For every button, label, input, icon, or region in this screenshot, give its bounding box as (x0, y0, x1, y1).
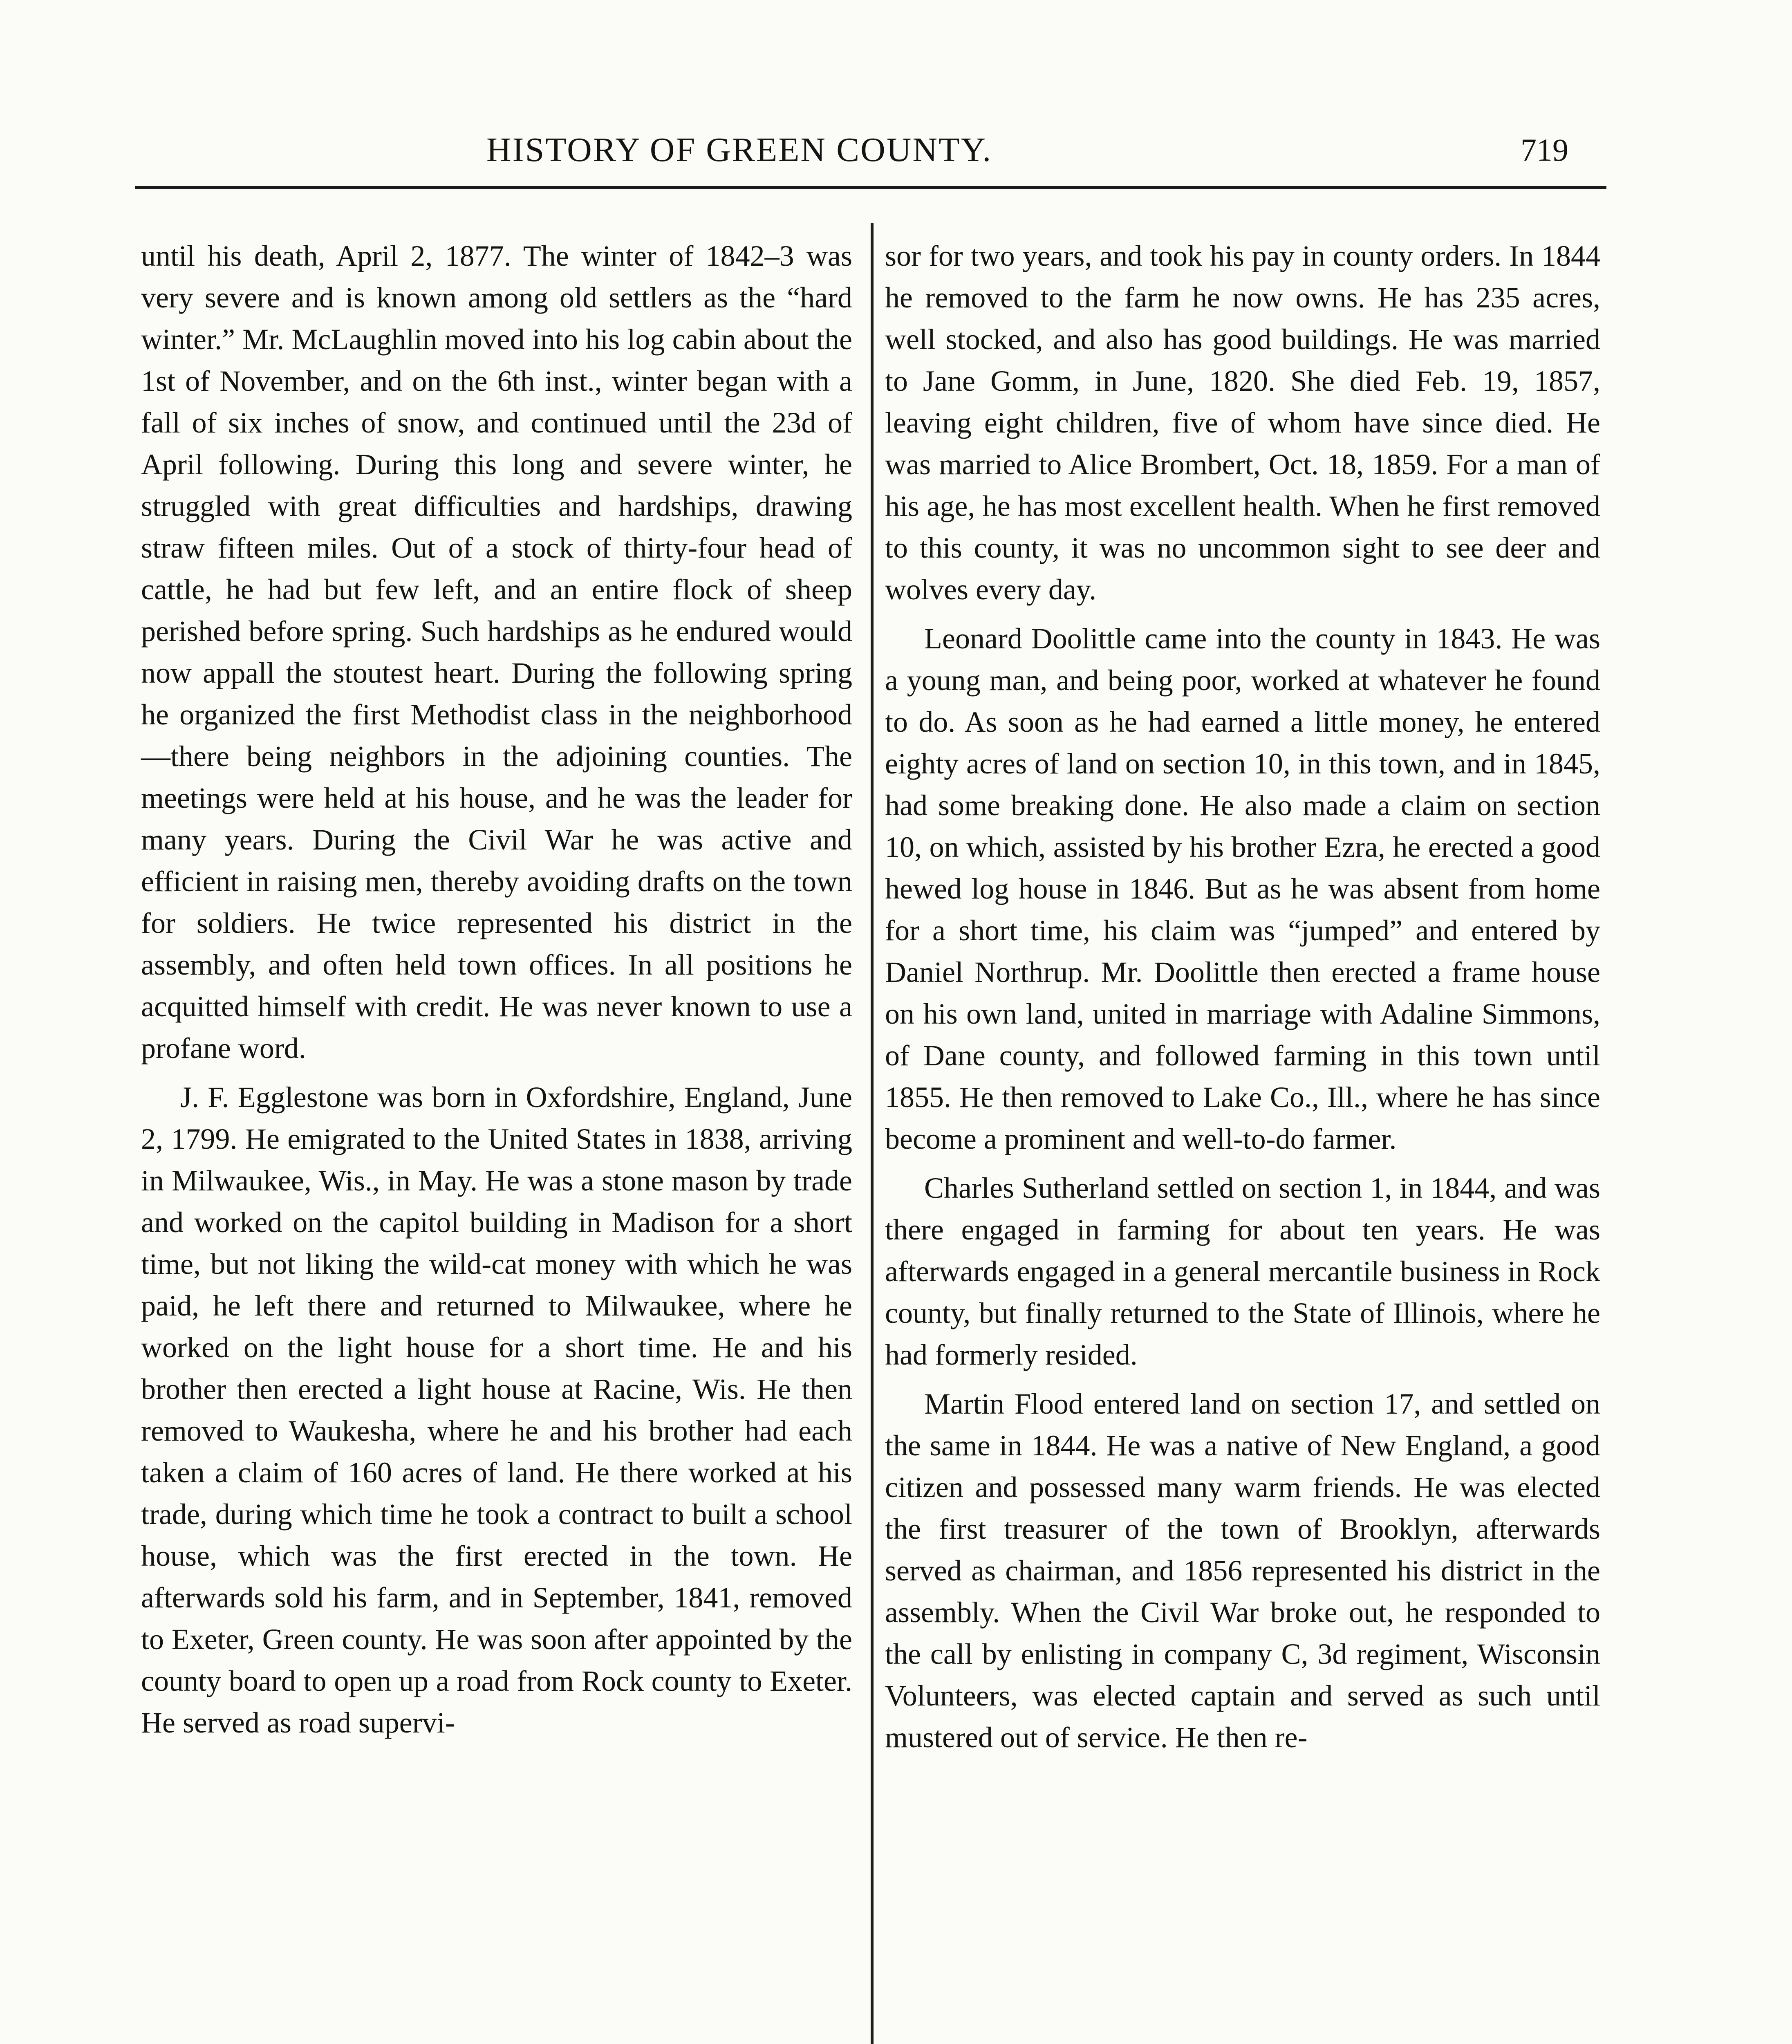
left-paragraph-2: J. F. Egglestone was born in Oxfordshire, England, June 2, 1799. He emigrated to the United States in 1838, arriving in Milwaukee, Wis., in May. He was a stone mason by trade and worked on the capitol building in Madison for a short time, but not liking the wild-cat money with which he was paid, he left there and returned to Milwaukee, where he worked on the light house for a short time. He and his brother then erected a light house at Racine, Wis. He then removed to Waukesha, where he and his brother had each taken a claim of 160 acres of land. He there worked at his trade, during which time he took a contract to built a school house, which was the first erected in the town. He afterwards sold his farm, and in September, 1841, removed to Exeter, Green county. He was soon after appointed by the county board to open up a road from Rock county to Exeter. He served as road supervi- (141, 1081, 852, 1739)
right-paragraph-1: sor for two years, and took his pay in county orders. In 1844 he removed to the farm he now owns. He has 235 acres, well stocked, and also has good buildings. He was married to Jane Gomm, in June, 1820. She died Feb. 19, 1857, leaving eight children, five of whom have since died. He was married to Alice Brombert, Oct. 18, 1859. For a man of his age, he has most excellent health. When he first removed to this county, it was no uncommon sight to see deer and wolves every day. (885, 240, 1600, 606)
page-number: 719 (1521, 132, 1568, 168)
right-paragraph-3: Charles Sutherland settled on section 1, in 1844, and was there engaged in farming for about ten years. He was afterwards engaged in a general mercantile business in Rock county, but finally returned to the State of Illinois, where he had formerly resided. (885, 1172, 1600, 1371)
right-column (885, 235, 1600, 1758)
left-column (141, 235, 852, 1744)
column-divider (871, 223, 874, 2044)
header-rule (135, 186, 1606, 189)
right-paragraph-2: Leonard Doolittle came into the county in 1843. He was a young man, and being poor, worked at whatever he found to do. As soon as he had earned a little money, he entered eighty acres of land on section 10, in this town, and in 1845, had some breaking done. He also made a claim on section 10, on which, assisted by his brother Ezra, he erected a good hewed log house in 1846. But as he was absent from home for a short time, his claim was “jumped” and entered by Daniel Northrup. Mr. Doolittle then erected a frame house on his own land, united in marriage with Adaline Simmons, of Dane county, and followed farming in this town until 1855. He then removed to Lake Co., Ill., where he has since become a prominent and well-to-do farmer. (885, 622, 1600, 1155)
left-paragraph-1: until his death, April 2, 1877. The winter of 1842–3 was very severe and is known among old settlers as the “hard winter.” Mr. McLaughlin moved into his log cabin about the 1st of November, and on the 6th inst., winter began with a fall of six inches of snow, and continued until the 23d of April following. During this long and severe winter, he struggled with great difficulties and hardships, drawing straw fifteen miles. Out of a stock of thirty-four head of cattle, he had but few left, and an entire flock of sheep perished before spring. Such hardships as he endured would now appall the stoutest heart. During the following spring he organized the first Methodist class in the neighborhood—there being neighbors in the adjoining counties. The meetings were held at his house, and he was the leader for many years. During the Civil War he was active and efficient in raising men, thereby avoiding drafts on the town for soldiers. He twice represented his district in the assembly, and often held town offices. In all positions he acquitted himself with credit. He was never known to use a profane word. (141, 240, 852, 1065)
running-head: HISTORY OF GREEN COUNTY. (486, 131, 992, 169)
right-paragraph-4: Martin Flood entered land on section 17, and settled on the same in 1844. He was a native of New England, a good citizen and possessed many warm friends. He was elected the first treasurer of the town of Brooklyn, afterwards served as chairman, and 1856 represented his district in the assembly. When the Civil War broke out, he responded to the call by enlisting in company C, 3d regiment, Wisconsin Volunteers, was elected captain and served as such until mustered out of service. He then re- (885, 1387, 1600, 1754)
